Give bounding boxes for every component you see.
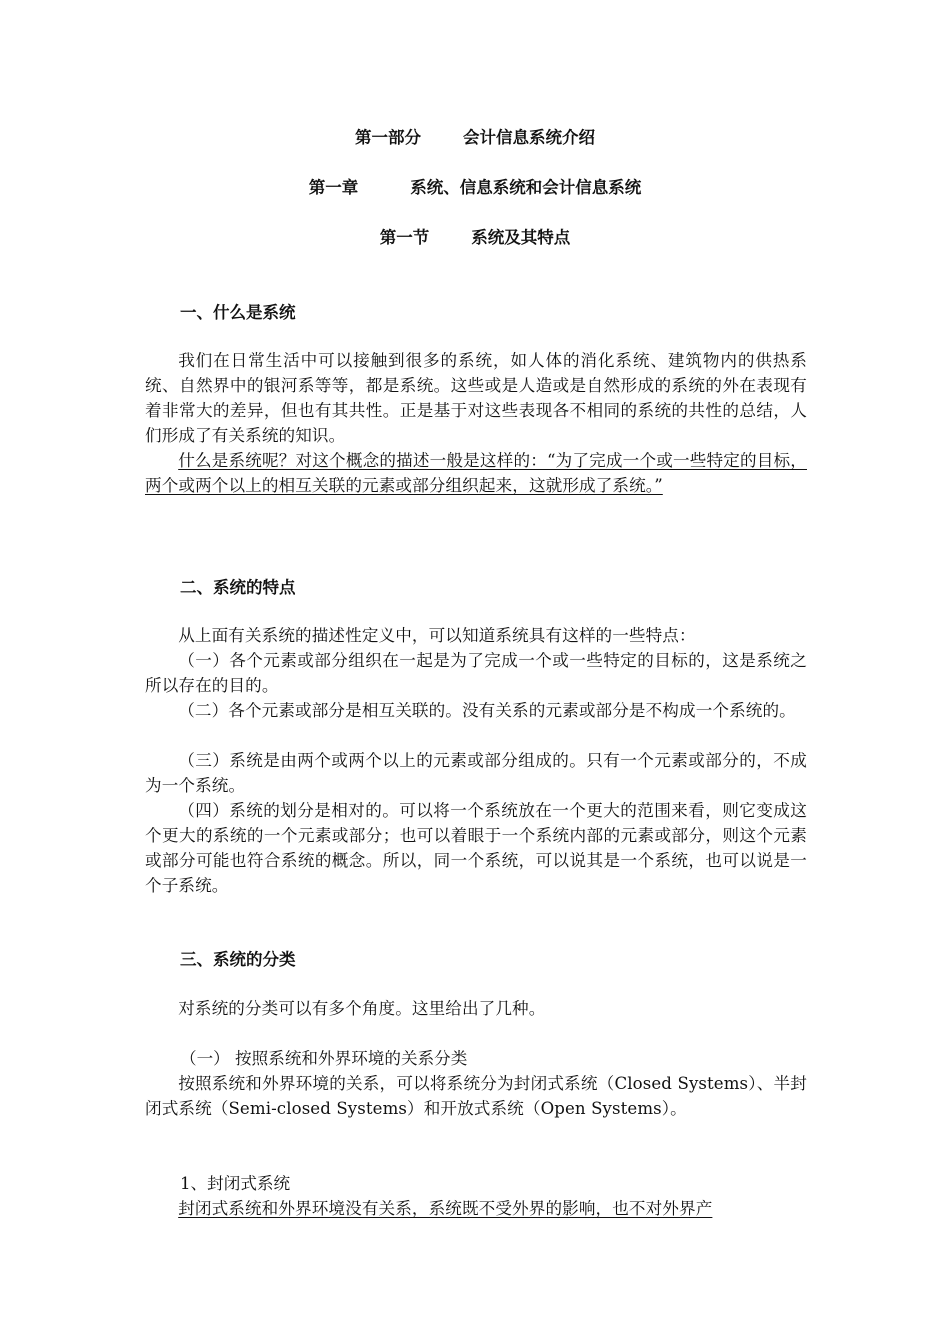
section-2-intro: 从上面有关系统的描述性定义中，可以知道系统具有这样的一些特点： — [178, 626, 696, 645]
part-name: 会计信息系统介绍 — [463, 128, 595, 147]
feature-item-3: （三）系统是由两个或两个以上的元素或部分组成的。只有一个元素或部分的，不成为一个系统。 — [145, 751, 807, 795]
closed-system-text: 封闭式系统和外界环境没有关系，系统既不受外界的影响，也不对外界产 — [178, 1199, 713, 1218]
section-1-paragraph-1: 我们在日常生活中可以接触到很多的系统，如人体的消化系统、建筑物内的供热系统、自然界中的银河系等等，都是系统。这些或是人造或是自然形成的系统的外在表现有着非常大的差异，但也有其共性。正是基于对这些表现各不相同的系统的共性的总结，人们形成了有关系统的知识。 — [145, 351, 807, 445]
classification-paragraph: 按照系统和外界环境的关系，可以将系统分为封闭式系统（Closed Systems）、半封闭式系统（Semi-closed Systems）和开放式系统（Open Systems）。 — [145, 1074, 807, 1118]
definition-text: 什么是系统呢？对这个概念的描述一般是这样的：“为了完成一个或一些特定的目标，两个或两个以上的相互关联的元素或部分组织起来，这就形成了系统。” — [145, 451, 807, 495]
section-1-heading: 一、什么是系统 — [180, 303, 296, 322]
chapter-number: 第一章 — [308, 178, 359, 197]
feature-item-4: （四）系统的划分是相对的。可以将一个系统放在一个更大的范围来看，则它变成这个更大的系统的一个元素或部分；也可以着眼于一个系统内部的元素或部分，则这个元素或部分可能也符合系统的概念。所以，同一个系统，可以说其是一个系统，也可以说是一个子系统。 — [145, 801, 807, 895]
classification-subheading: （一） 按照系统和外界环境的关系分类 — [180, 1049, 468, 1068]
section-3-intro: 对系统的分类可以有多个角度。这里给出了几种。 — [178, 999, 546, 1018]
closed-system-paragraph — [145, 1196, 807, 1221]
section-3-heading: 三、系统的分类 — [180, 950, 296, 969]
section-2-heading: 二、系统的特点 — [180, 578, 296, 597]
chapter-title — [0, 177, 950, 199]
section-number: 第一节 — [379, 228, 430, 247]
part-number: 第一部分 — [355, 128, 421, 147]
section-title — [0, 227, 950, 249]
feature-item-2: （二）各个元素或部分是相互关联的。没有关系的元素或部分是不构成一个系统的。 — [178, 701, 796, 720]
chapter-name: 系统、信息系统和会计信息系统 — [410, 178, 642, 197]
feature-item-1: （一）各个元素或部分组织在一起是为了完成一个或一些特定的目标的，这是系统之所以存在的目的。 — [145, 651, 807, 695]
section-1-definition — [145, 448, 807, 498]
part-title — [0, 127, 950, 149]
closed-system-subheading: 1、封闭式系统 — [180, 1174, 291, 1193]
section-name: 系统及其特点 — [471, 228, 571, 247]
